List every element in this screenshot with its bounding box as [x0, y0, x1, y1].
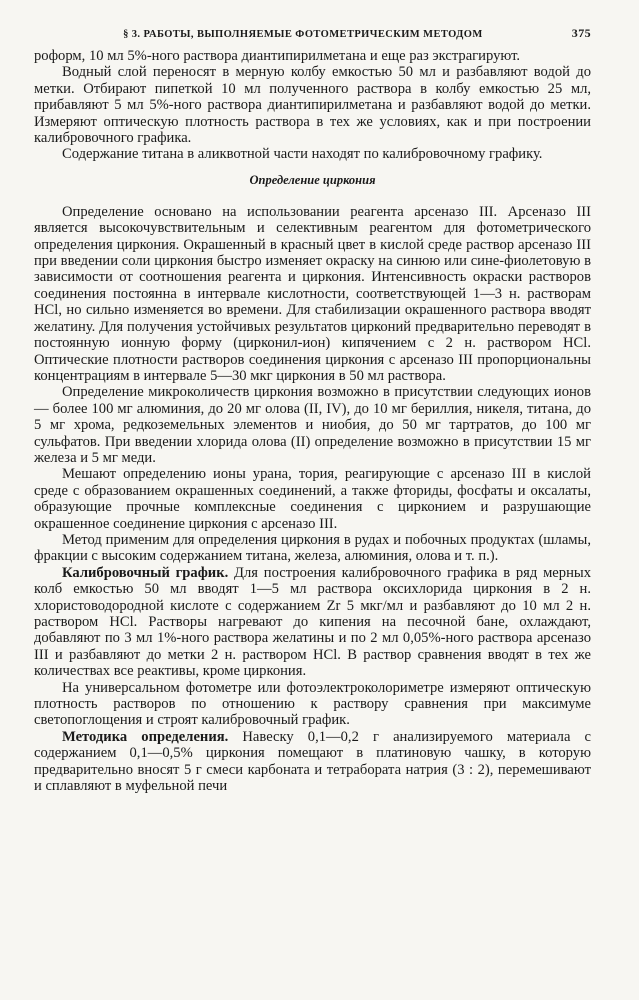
calibration-text: Для построения калибровочного графика в ряд мерных колб емкостью 50 мл вводят 1—5 мл раствора оксихлорида циркония в 2 н. хлористоводородной кислоте с содержанием Zr 5 мкг/мл и разбавляют до 10 мл 2 н. раствором HCl. Растворы нагревают до кипения на песочной бане, охлаждают, добавляют по 3 мл 1%-ного раствора желатины и по 2 мл 0,05%-ного раствора арсеназо III и разбавляют до метки 2 н. раствором HCl. В раствор сравнения вводят в тех же количествах все реактивы, кроме циркония.: [34, 564, 591, 680]
running-header: [34, 26, 591, 48]
method-lead: Методика определения.: [62, 728, 229, 745]
page-number: 375: [571, 26, 591, 40]
method-paragraph: [34, 729, 591, 795]
paragraph: роформ, 10 мл 5%-ного раствора диантипирилметана и еще раз экстрагируют.: [34, 48, 521, 64]
calibration-paragraph: [34, 565, 591, 680]
paragraph: На универсальном фотометре или фотоэлектроколориметре измеряют оптическую плотность растворов по отношению к раствору сравнения при максимуме светопоглощения и строят калибровочный график.: [34, 679, 591, 729]
section-heading: Определение циркония: [249, 172, 376, 187]
calibration-lead: Калибровочный график.: [62, 564, 229, 581]
paragraph: Определение основано на использовании реагента арсеназо III. Арсеназо III является высокочувствительным и селективным реагентом для фотометрического определения циркония. Окрашенный в красный цвет в кислой среде раствор арсеназо III при введении соли циркония быстро изменяет окраску на синюю или сине-фиолетовую в зависимости от соотношения реагента и циркония. Интенсивность окраски растворов соединения постоянна в интервале кислотности, соответствующей 1—3 н. растворам HCl, но сильно изменяется во времени. Для стабилизации окрашенного раствора вводят желатину. Для получения устойчивых результатов цирконий предварительно переводят в постоянную ионную форму (цирконил-ион) кипячением с 2 н. раствором HCl. Оптические плотности растворов соединения циркония с арсеназо III пропорциональны концентрациям в интервале 5—30 мкг циркония в 50 мл раствора.: [34, 203, 591, 384]
method-text: Навеску 0,1—0,2 г анализируемого материала с содержанием 0,1—0,5% циркония помещают в платиновую чашку, в которую предварительно вносят 5 г смеси карбоната и тетрабората натрия (3 : 2), перемешивают и сплавляют в муфельной печи: [34, 728, 591, 795]
paragraph: Определение микроколичеств циркония возможно в присутствии следующих ионов — более 100 мг алюминия, до 20 мг олова (II, IV), до 10 мг бериллия, никеля, титана, до 5 мг хрома, редкоземельных элементов и ниобия, до 50 мг тартратов, до 100 мг сульфатов. При введении хлорида олова (II) определение возможно в присутствии 15 мг железа и 5 мг меди.: [34, 384, 591, 466]
chapter-title: § 3. РАБОТЫ, ВЫПОЛНЯЕМЫЕ ФОТОМЕТРИЧЕСКИМ МЕТОДОМ: [123, 29, 483, 40]
paragraph: Мешают определению ионы урана, тория, реагирующие с арсеназо III в кислой среде с образованием окрашенных соединений, а также фториды, фосфаты и оксалаты, образующие прочные комплексные соединения с цирконием и разрушающие окрашенное соединение циркония с арсеназо III.: [34, 466, 591, 532]
paragraph: Водный слой переносят в мерную колбу емкостью 50 мл и разбавляют водой до метки. Отбирают пипеткой 10 мл полученного раствора в колбу емкостью 25 мл, прибавляют 5 мл 5%-ного раствора диантипирилметана и разбавляют водой до метки. Измеряют оптическую плотность раствора в тех же условиях, как и при построении калибровочного графика.: [34, 64, 591, 147]
book-page: [34, 26, 591, 986]
paragraph: Содержание титана в аликвотной части находят по калибровочному графику.: [62, 146, 543, 163]
paragraph: Метод применим для определения циркония в рудах и побочных продуктах (шламы, фракции с высоким содержанием титана, железа, алюминия, олова и т. п.).: [34, 531, 591, 565]
